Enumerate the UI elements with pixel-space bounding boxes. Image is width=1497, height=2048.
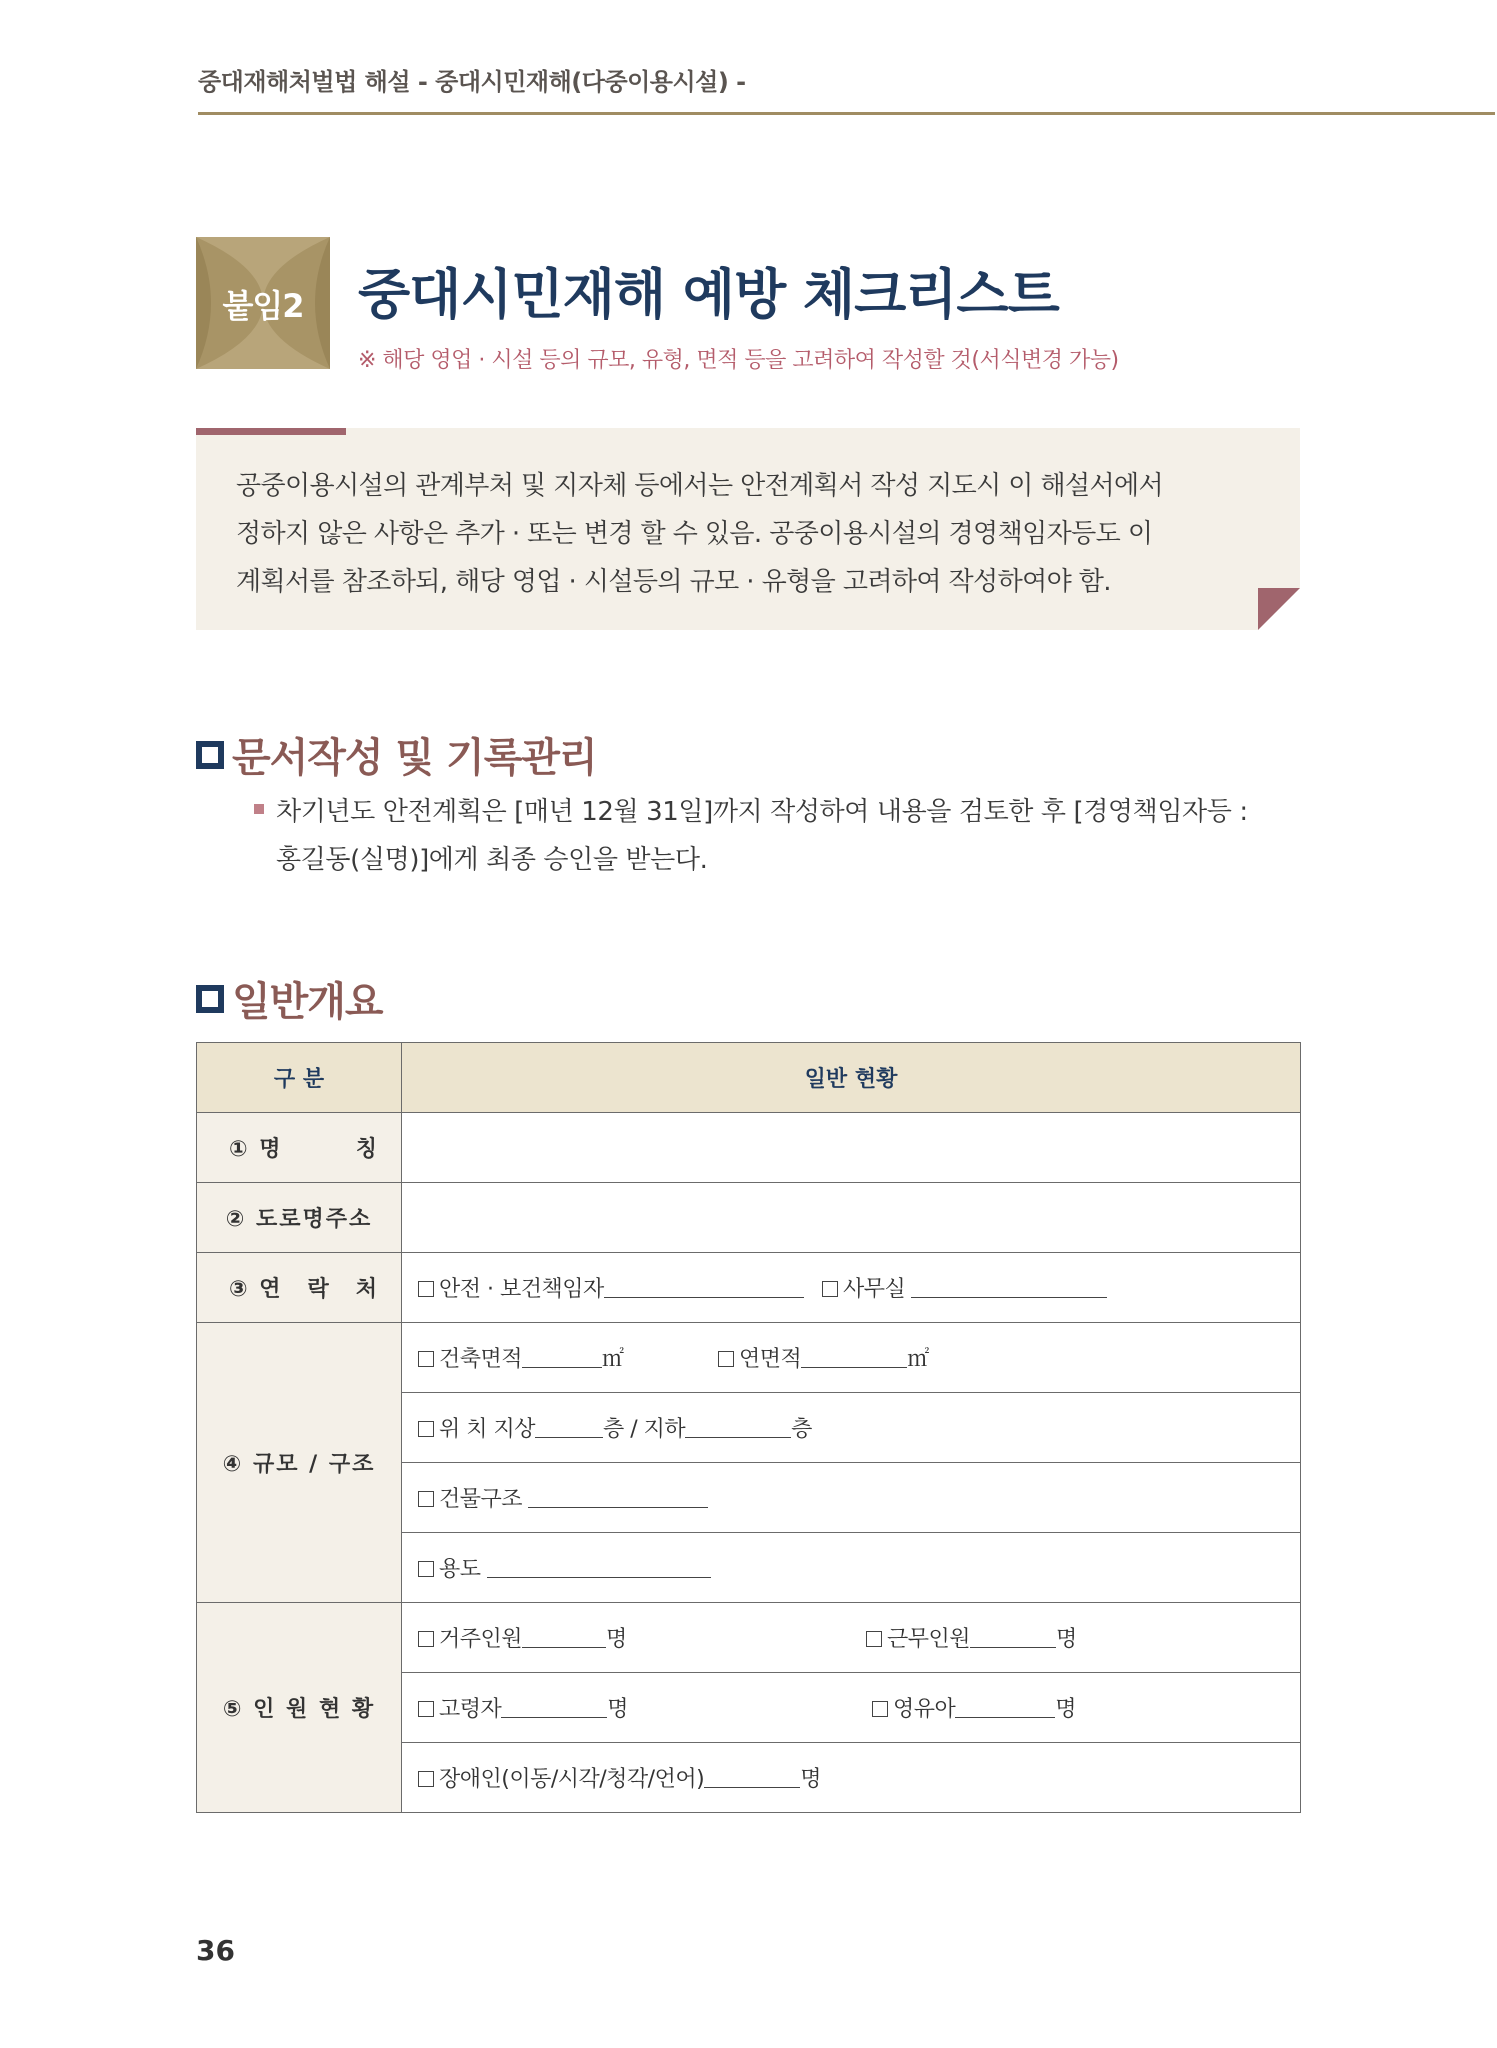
section-heading-overview — [196, 970, 383, 1027]
office-blank[interactable] — [911, 1277, 1107, 1298]
residents-blank[interactable] — [522, 1627, 606, 1648]
row-label-personnel: ⑤ 인 원 현 황 — [197, 1603, 402, 1813]
note-fold-icon — [1258, 588, 1300, 630]
row-label-contact: ③ 연 락 처 — [197, 1253, 402, 1323]
appendix-badge-label: 붙임2 — [222, 287, 304, 325]
floor-area-label: 연면적 — [739, 1347, 802, 1372]
overview-table — [196, 1042, 1301, 1813]
elderly-blank[interactable] — [501, 1697, 607, 1718]
disabled-checkbox[interactable] — [418, 1771, 434, 1787]
records-line-2: 홍길동(실명)]에게 최종 승인을 받는다. — [276, 845, 708, 875]
location-label: 위 치 지상 — [439, 1417, 535, 1442]
building-area-checkbox[interactable] — [418, 1351, 434, 1367]
note-line-3: 계획서를 참조하되, 해당 영업 · 시설등의 규모 · 유형을 고려하여 작성하여야 함. — [236, 567, 1111, 597]
section-heading-overview-label: 일반개요 — [232, 979, 383, 1025]
table-row — [197, 1183, 1301, 1253]
table-header-row — [197, 1043, 1301, 1113]
section-heading-records — [196, 726, 597, 783]
infants-blank[interactable] — [955, 1697, 1055, 1718]
records-line-1: 차기년도 안전계획은 [매년 12월 31일]까지 작성하여 내용을 검토한 후 [경영책임자등 : — [276, 797, 1248, 827]
address-field[interactable] — [402, 1183, 1301, 1253]
table-row — [197, 1323, 1301, 1393]
table-row — [197, 1253, 1301, 1323]
residents-checkbox[interactable] — [418, 1631, 434, 1647]
floor-area-checkbox[interactable] — [718, 1351, 734, 1367]
area-cell: 건축면적 ㎡ 연면적 ㎡ — [402, 1323, 1301, 1393]
disabled-label: 장애인(이동/시각/청각/언어) — [439, 1767, 705, 1792]
section-heading-records-label: 문서작성 및 기록관리 — [232, 735, 597, 781]
above-ground-blank[interactable] — [535, 1417, 603, 1438]
square-bullet-icon — [196, 985, 224, 1013]
residents-cell: 거주인원 명 근무인원 명 — [402, 1603, 1301, 1673]
records-paragraph — [252, 788, 1302, 884]
residents-label: 거주인원 — [439, 1627, 523, 1652]
safety-officer-label: 안전 · 보건책임자 — [439, 1277, 604, 1302]
structure-blank[interactable] — [528, 1487, 708, 1508]
workers-label: 근무인원 — [887, 1627, 971, 1652]
office-label: 사무실 — [843, 1277, 906, 1302]
elderly-cell: 고령자 명 영유아 명 — [402, 1673, 1301, 1743]
note-box — [196, 428, 1300, 630]
office-checkbox[interactable] — [822, 1281, 838, 1297]
workers-blank[interactable] — [970, 1627, 1056, 1648]
col-header-category: 구 분 — [197, 1043, 402, 1113]
table-row — [197, 1113, 1301, 1183]
building-area-blank[interactable] — [522, 1347, 602, 1368]
page-number: 36 — [196, 1934, 235, 1967]
floor-area-blank[interactable] — [801, 1347, 907, 1368]
location-cell: 위 치 지상 층 / 지하 층 — [402, 1393, 1301, 1463]
location-checkbox[interactable] — [418, 1421, 434, 1437]
building-area-label: 건축면적 — [439, 1347, 523, 1372]
usage-label: 용도 — [439, 1557, 481, 1582]
col-header-status: 일반 현황 — [402, 1043, 1301, 1113]
safety-officer-checkbox[interactable] — [418, 1281, 434, 1297]
infants-checkbox[interactable] — [872, 1701, 888, 1717]
page-subtitle: ※ 해당 영업 · 시설 등의 규모, 유형, 면적 등을 고려하여 작성할 것(서식변경 가능) — [358, 348, 1119, 373]
row-label-name: ① 명 칭 — [197, 1113, 402, 1183]
elderly-checkbox[interactable] — [418, 1701, 434, 1717]
square-bullet-icon — [196, 741, 224, 769]
note-line-1: 공중이용시설의 관계부처 및 지자체 등에서는 안전계획서 작성 지도시 이 해설서에서 — [236, 471, 1164, 501]
running-header: 중대재해처벌법 해설 - 중대시민재해(다중이용시설) - — [198, 68, 746, 96]
table-row — [197, 1603, 1301, 1673]
row-label-scale: ④ 규모 / 구조 — [197, 1323, 402, 1603]
row-label-address: ② 도로명주소 — [197, 1183, 402, 1253]
usage-checkbox[interactable] — [418, 1561, 434, 1577]
contact-cell — [402, 1253, 1301, 1323]
page-title: 중대시민재해 예방 체크리스트 — [358, 263, 1059, 326]
header-rule — [198, 112, 1495, 115]
structure-cell — [402, 1463, 1301, 1533]
safety-officer-blank[interactable] — [604, 1277, 804, 1298]
below-ground-blank[interactable] — [685, 1417, 791, 1438]
structure-checkbox[interactable] — [418, 1491, 434, 1507]
disabled-blank[interactable] — [704, 1767, 800, 1788]
note-line-2: 정하지 않은 사항은 추가 · 또는 변경 할 수 있음. 공중이용시설의 경영책임자등도 이 — [236, 519, 1153, 549]
elderly-label: 고령자 — [439, 1697, 502, 1722]
note-accent-line — [196, 428, 346, 435]
workers-checkbox[interactable] — [866, 1631, 882, 1647]
disabled-cell: 장애인(이동/시각/청각/언어) 명 — [402, 1743, 1301, 1813]
usage-cell — [402, 1533, 1301, 1603]
appendix-badge — [196, 237, 330, 369]
note-text — [236, 462, 1246, 606]
structure-label: 건물구조 — [439, 1487, 523, 1512]
name-field[interactable] — [402, 1113, 1301, 1183]
usage-blank[interactable] — [487, 1557, 711, 1578]
infants-label: 영유아 — [893, 1697, 956, 1722]
